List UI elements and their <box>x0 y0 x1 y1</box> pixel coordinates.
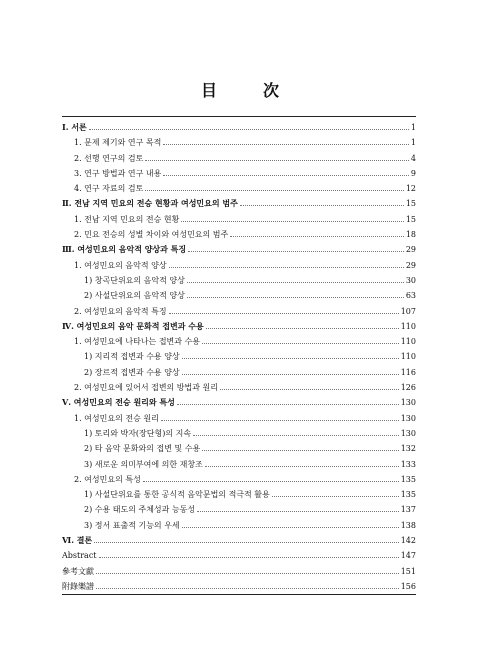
toc-entry-page: 4 <box>410 153 416 163</box>
toc-entry-page: 29 <box>405 245 416 255</box>
toc-entry[interactable] <box>62 180 416 195</box>
toc-entry-page: 29 <box>405 260 416 270</box>
toc-entry[interactable] <box>62 287 416 302</box>
dot-leader <box>182 517 399 528</box>
toc-entry-label: Ⅲ. 여성민요의 음악적 양상과 특징 <box>62 244 187 255</box>
toc-entry[interactable] <box>62 501 416 516</box>
toc-entry-page: 130 <box>400 398 416 408</box>
dot-leader <box>169 303 399 314</box>
toc-entry-label: 參考文獻 <box>62 566 94 576</box>
dot-leader <box>145 180 403 191</box>
toc-entry-label: Ⅳ. 여성민요의 음악 문화적 접변과 수용 <box>62 320 204 331</box>
toc-entry-label: 2. 선행 연구의 검토 <box>74 153 144 163</box>
toc-entry-page: 12 <box>405 184 416 194</box>
toc-entry[interactable] <box>62 471 416 486</box>
toc-entry-page: 135 <box>400 474 416 484</box>
toc-entry-label: 2. 민요 전승의 성별 차이와 여성민요의 범주 <box>74 230 229 240</box>
toc-entry-label: 1. 여성민요의 전승 원리 <box>74 413 159 423</box>
toc-entry-label: 2. 여성민요의 특성 <box>74 474 141 484</box>
toc-entry[interactable] <box>62 456 416 471</box>
dot-leader <box>240 195 404 206</box>
toc-entry-label: 1. 여성민요의 음악적 양상 <box>74 260 167 270</box>
toc-entry[interactable] <box>62 165 416 180</box>
dot-leader <box>161 410 399 421</box>
toc-entry[interactable] <box>62 226 416 241</box>
toc-entry-label: 1. 여성민요에 나타나는 접변과 수용 <box>74 337 200 347</box>
dot-leader <box>182 364 399 375</box>
toc-entry-page: 63 <box>405 291 416 301</box>
dot-leader <box>96 578 399 589</box>
dot-leader <box>188 241 404 252</box>
dot-leader <box>143 471 399 482</box>
toc-entry[interactable] <box>62 211 416 226</box>
dot-leader <box>99 547 399 558</box>
toc-entry-label: Ⅴ. 여성민요의 전승 원리와 특성 <box>62 397 175 408</box>
toc-entry[interactable] <box>62 348 416 363</box>
toc-entry-page: 130 <box>400 413 416 423</box>
dot-leader <box>202 440 399 451</box>
toc-chapter-entry[interactable] <box>62 241 416 256</box>
toc-entry-page: 142 <box>400 536 416 546</box>
toc-entry[interactable] <box>62 425 416 440</box>
toc-entry-page: 15 <box>405 214 416 224</box>
bottom-rule <box>62 594 416 595</box>
toc-entry[interactable] <box>62 563 416 578</box>
toc-chapter-entry[interactable] <box>62 532 416 547</box>
toc-entry-page: 18 <box>405 230 416 240</box>
toc-entry-page: 110 <box>400 337 416 347</box>
toc-entry[interactable] <box>62 134 416 149</box>
toc-entry-label: 1) 토리와 박자(장단형)의 지속 <box>84 428 192 438</box>
toc-entry-page: 110 <box>400 352 416 362</box>
toc-entry-page: 156 <box>400 581 416 591</box>
toc-chapter-entry[interactable] <box>62 394 416 409</box>
toc-entry[interactable] <box>62 379 416 394</box>
toc-chapter-entry[interactable] <box>62 318 416 333</box>
toc-entry-page: 133 <box>400 459 416 469</box>
toc-entry-page: 132 <box>400 444 416 454</box>
toc-entry-label: 1) 사설단위요를 통한 공식적 음악문법의 적극적 활용 <box>84 490 270 500</box>
toc-entry[interactable] <box>62 578 416 593</box>
toc-chapter-entry[interactable] <box>62 119 416 134</box>
toc-list <box>62 119 416 593</box>
toc-entry-page: 135 <box>400 490 416 500</box>
toc-entry[interactable] <box>62 257 416 272</box>
top-rule <box>62 116 416 117</box>
dot-leader <box>89 119 409 130</box>
dot-leader <box>181 211 403 222</box>
toc-entry-label: 1. 전남 지역 민요의 전승 현황 <box>74 214 180 224</box>
toc-entry-label: 2) 사설단위요의 음악적 양상 <box>84 291 185 301</box>
toc-entry-label: 3) 정서 표출적 기능의 우세 <box>84 520 180 530</box>
toc-entry-page: 110 <box>400 321 416 331</box>
toc-entry[interactable] <box>62 150 416 165</box>
toc-entry-page: 1 <box>410 138 416 148</box>
toc-entry-label: Ⅵ. 결론 <box>62 535 93 546</box>
page-title-char: 次 <box>263 81 280 100</box>
toc-entry-page: 30 <box>405 275 416 285</box>
toc-entry-label: 4. 연구 자료의 검토 <box>74 184 144 194</box>
toc-entry-page: 138 <box>400 520 416 530</box>
toc-entry-page: 15 <box>405 199 416 209</box>
toc-entry-page: 116 <box>400 367 416 377</box>
toc-entry-label: 附錄樂譜 <box>62 581 94 591</box>
toc-entry-page: 126 <box>400 383 416 393</box>
dot-leader <box>187 272 404 283</box>
toc-entry-label: 2) 수용 태도의 주체성과 능동성 <box>84 505 196 515</box>
toc-entry[interactable] <box>62 547 416 562</box>
toc-entry[interactable] <box>62 303 416 318</box>
dot-leader <box>197 501 399 512</box>
dot-leader <box>177 394 399 405</box>
dot-leader <box>169 257 404 268</box>
toc-entry-page: 1 <box>410 123 416 132</box>
dot-leader <box>205 456 399 467</box>
toc-entry-label: 3. 연구 방법과 연구 내용 <box>74 168 162 178</box>
dot-leader <box>96 563 399 574</box>
toc-entry-page: 130 <box>400 428 416 438</box>
toc-entry-label: 2. 여성민요의 음악적 특징 <box>74 306 167 316</box>
toc-entry[interactable] <box>62 517 416 532</box>
dot-leader <box>206 318 399 329</box>
toc-entry-label: 1. 문제 제기와 연구 목적 <box>74 138 162 148</box>
toc-entry-label: Ⅱ. 전남 지역 민요의 전승 현황과 여성민요의 범주 <box>62 198 238 209</box>
toc-entry-label: 1) 창곡단위요의 음악적 양상 <box>84 275 185 285</box>
toc-entry[interactable] <box>62 333 416 348</box>
toc-entry-label: Ⅰ. 서론 <box>62 122 87 132</box>
toc-entry[interactable] <box>62 486 416 501</box>
toc-entry-page: 137 <box>400 505 416 515</box>
toc-entry-page: 9 <box>410 168 416 178</box>
toc-entry-label: Abstract <box>62 551 97 561</box>
page-title <box>0 78 480 101</box>
dot-leader <box>193 425 399 436</box>
toc-entry-label: 1) 지리적 접변과 수용 양상 <box>84 352 180 362</box>
page-title-char: 目 <box>200 81 217 100</box>
dot-leader <box>187 287 404 298</box>
dot-leader <box>94 532 398 543</box>
dot-leader <box>220 379 399 390</box>
toc-entry[interactable] <box>62 440 416 455</box>
toc-entry-page: 147 <box>400 551 416 561</box>
toc-entry[interactable] <box>62 410 416 425</box>
toc-chapter-entry[interactable] <box>62 195 416 210</box>
toc-entry[interactable] <box>62 364 416 379</box>
dot-leader <box>145 150 409 161</box>
dot-leader <box>182 348 399 359</box>
dot-leader <box>163 134 409 145</box>
toc-entry-label: 2) 장르적 접변과 수용 양상 <box>84 367 180 377</box>
toc-entry[interactable] <box>62 272 416 287</box>
toc-entry-page: 107 <box>400 306 416 316</box>
toc-entry-label: 2) 타 음악 문화와의 접변 및 수용 <box>84 444 201 454</box>
dot-leader <box>230 226 404 237</box>
toc-entry-page: 151 <box>400 566 416 576</box>
toc-entry-label: 3) 새로운 의미부여에 의한 재창조 <box>84 459 203 469</box>
toc-entry-label: 2. 여성민요에 있어서 접변의 방법과 원리 <box>74 383 218 393</box>
dot-leader <box>272 486 399 497</box>
dot-leader <box>163 165 409 176</box>
dot-leader <box>202 333 399 344</box>
